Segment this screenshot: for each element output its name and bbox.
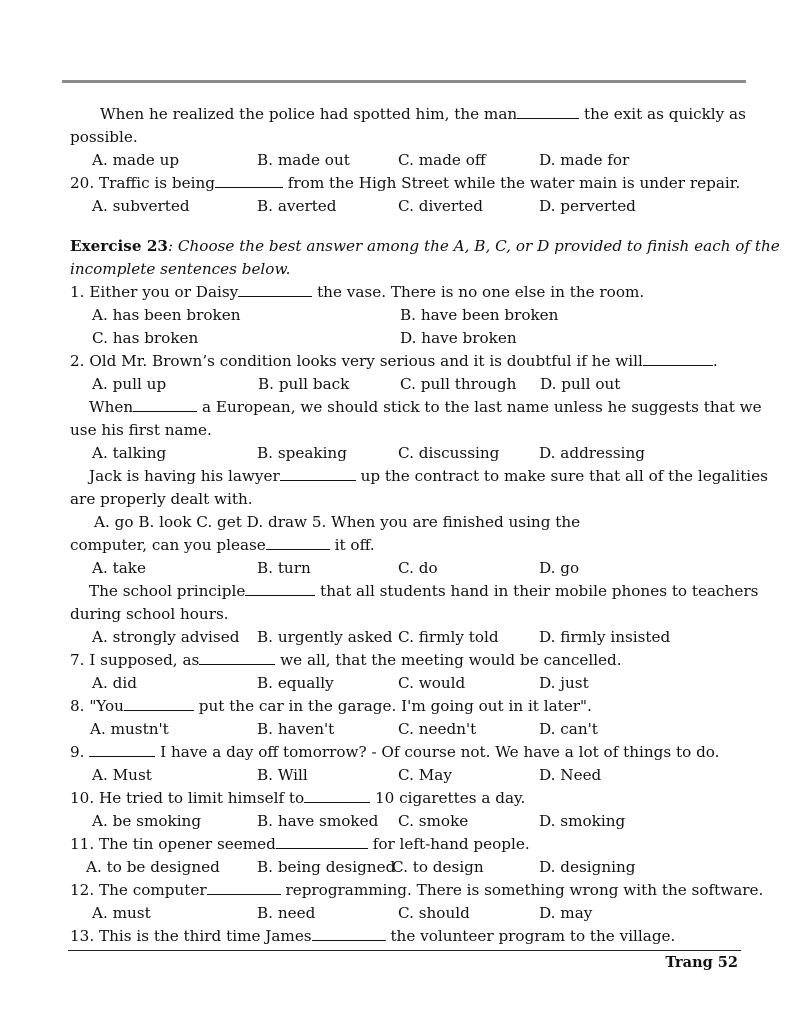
option-c: C. has broken [92,329,199,347]
option-d: D. go [539,559,580,577]
option-b: B. have been broken [400,306,559,324]
question-text: When he realized the police had spotted him, the man [100,105,518,123]
option-d: D. have broken [400,329,517,347]
question-text: the volunteer program to the village. [390,927,676,945]
option-d: D. smoking [539,812,626,830]
option-b: B. need [257,904,316,922]
option-d: D. perverted [539,197,636,215]
answer-blank [199,650,275,665]
answer-blank [124,696,194,711]
answer-blank [643,351,713,366]
question-text: 7. I supposed, as [70,651,200,669]
question-7-line [70,649,730,672]
option-d: D. pull out [540,375,621,393]
question-4-line-1 [70,465,768,488]
question-text: computer, can you please [70,536,266,554]
option-c: C. needn't [398,720,477,738]
question-20-line-1 [70,172,741,195]
option-a: A. mustn't [90,720,169,738]
question-text: possible. [70,128,138,146]
option-b: B. have smoked [257,812,379,830]
question-text: 10 cigarettes a day. [374,789,526,807]
footer-rule [68,950,741,951]
answer-blank [280,466,356,481]
exercise-title: Exercise 23 [70,237,168,255]
question-text: during school hours. [70,605,229,623]
question-text: 1. Either you or Daisy [70,283,239,301]
question-text: 11. The tin opener seemed [70,835,276,853]
question-text: that all students hand in their mobile phones to teachers [320,582,759,600]
answer-blank [276,834,368,849]
question-text: . [712,352,718,370]
option-c: C. made off [398,151,486,169]
question-text: 10. He tried to limit himself to [70,789,305,807]
question-text: it off. [334,536,375,554]
question-text: for left-hand people. [372,835,530,853]
option-b: B. being designed [257,858,396,876]
question-text: use his first name. [70,421,212,439]
question-2-line [70,350,730,373]
option-b: B. pull back [258,375,350,393]
option-d: D. designing [539,858,636,876]
question-text: 13. This is the third time James [70,927,312,945]
option-d: D. made for [539,151,630,169]
question-5-line [70,534,730,557]
question-text: The school principle [89,582,246,600]
question-1-options-row-1 [70,304,730,327]
question-8-line [70,695,730,718]
answer-blank [312,926,386,941]
exercise-instruction: : Choose the best answer among the A, B, C, or D provided to finish each of the [167,237,780,255]
option-b: B. turn [257,559,311,577]
exercise-heading [70,235,780,258]
option-c: C. smoke [398,812,469,830]
option-a: A. Must [92,766,152,784]
question-19-line-1 [70,103,746,126]
question-19-line-2 [70,126,730,149]
option-b: B. urgently asked [257,628,393,646]
question-12-options [70,902,730,925]
option-a: A. to be designed [86,858,220,876]
question-text: When [89,398,134,416]
question-9-options [70,764,730,787]
option-a: A. did [92,674,137,692]
question-6-line-2 [70,603,730,626]
question-20-options [70,195,730,218]
question-1-options-row-2 [70,327,730,350]
option-a: A. strongly advised [92,628,240,646]
exercise-instruction-line-2 [70,258,730,281]
option-d: D. can't [539,720,598,738]
question-11-line [70,833,730,856]
page-number: Trang 52 [665,954,738,971]
option-d: D. just [539,674,589,692]
question-7-options [70,672,730,695]
option-c: C. should [398,904,470,922]
question-10-line [70,787,730,810]
question-8-options [70,718,730,741]
answer-blank [304,788,370,803]
option-c: C. to design [392,858,484,876]
question-text: from the High Street while the water main is under repair. [287,174,741,192]
question-6-line-1 [70,580,759,603]
exercise-instruction: incomplete sentences below. [70,260,291,278]
option-c: C. discussing [398,444,500,462]
option-b: B. equally [257,674,334,692]
option-c: C. pull through [400,375,517,393]
answer-blank [517,104,579,119]
header-rule [62,80,746,83]
option-c: C. do [398,559,438,577]
option-a: A. talking [92,444,167,462]
question-11-options [70,856,730,879]
document-body [70,103,780,948]
question-text: the exit as quickly as [584,105,746,123]
option-b: B. haven't [257,720,335,738]
option-a: A. made up [92,151,180,169]
question-text: I have a day off tomorrow? - Of course not. We have a lot of things to do. [160,743,720,761]
question-text: we all, that the meeting would be cancelled. [280,651,622,669]
question-text: 9. [70,743,90,761]
question-text: 2. Old Mr. Brown’s condition looks very serious and it is doubtful if he will [70,352,643,370]
option-a: A. take [92,559,146,577]
question-12-line [70,879,764,902]
question-3-line-1 [70,396,762,419]
option-d: D. Need [539,766,602,784]
option-d: D. addressing [539,444,645,462]
question-text: 12. The computer [70,881,207,899]
option-d: D. firmly insisted [539,628,671,646]
option-d: D. may [539,904,593,922]
question-19-options [70,149,730,172]
answer-blank [215,173,283,188]
question-2-options [70,373,730,396]
question-text: up the contract to make sure that all of the legalities [360,467,768,485]
question-9-line [70,741,730,764]
question-3-options [70,442,730,465]
question-text: reprogramming. There is something wrong with the software. [285,881,764,899]
answer-blank [266,535,330,550]
option-a: A. be smoking [92,812,202,830]
answer-blank [238,282,312,297]
option-b: B. made out [257,151,350,169]
option-b: B. averted [257,197,337,215]
option-a: A. subverted [92,197,190,215]
option-a: A. pull up [92,375,167,393]
option-b: B. speaking [257,444,347,462]
option-c: C. would [398,674,466,692]
question-text: put the car in the garage. I'm going out in it later". [198,697,592,715]
question-3-line-2 [70,419,730,442]
option-b: B. Will [257,766,308,784]
question-text: a European, we should stick to the last name unless he suggests that we [202,398,762,416]
question-6-options [70,626,730,649]
question-text: 8. "You [70,697,124,715]
question-5-options [70,557,730,580]
answer-blank [207,880,281,895]
question-4-line-2 [70,488,730,511]
question-10-options [70,810,730,833]
option-a: A. has been broken [92,306,241,324]
option-c: C. diverted [398,197,483,215]
option-c: C. firmly told [398,628,499,646]
question-text: the vase. There is no one else in the room. [317,283,645,301]
question-text: A. go B. look C. get D. draw 5. When you are finished using the [94,513,581,531]
answer-blank [245,581,315,596]
question-1-line [70,281,730,304]
question-text: 20. Traffic is being [70,174,215,192]
answer-blank [89,742,155,757]
question-4-line-3 [70,511,730,534]
question-text: Jack is having his lawyer [89,467,280,485]
option-c: C. May [398,766,452,784]
question-13-line [70,925,730,948]
question-text: are properly dealt with. [70,490,253,508]
option-a: A. must [92,904,151,922]
answer-blank [133,397,197,412]
